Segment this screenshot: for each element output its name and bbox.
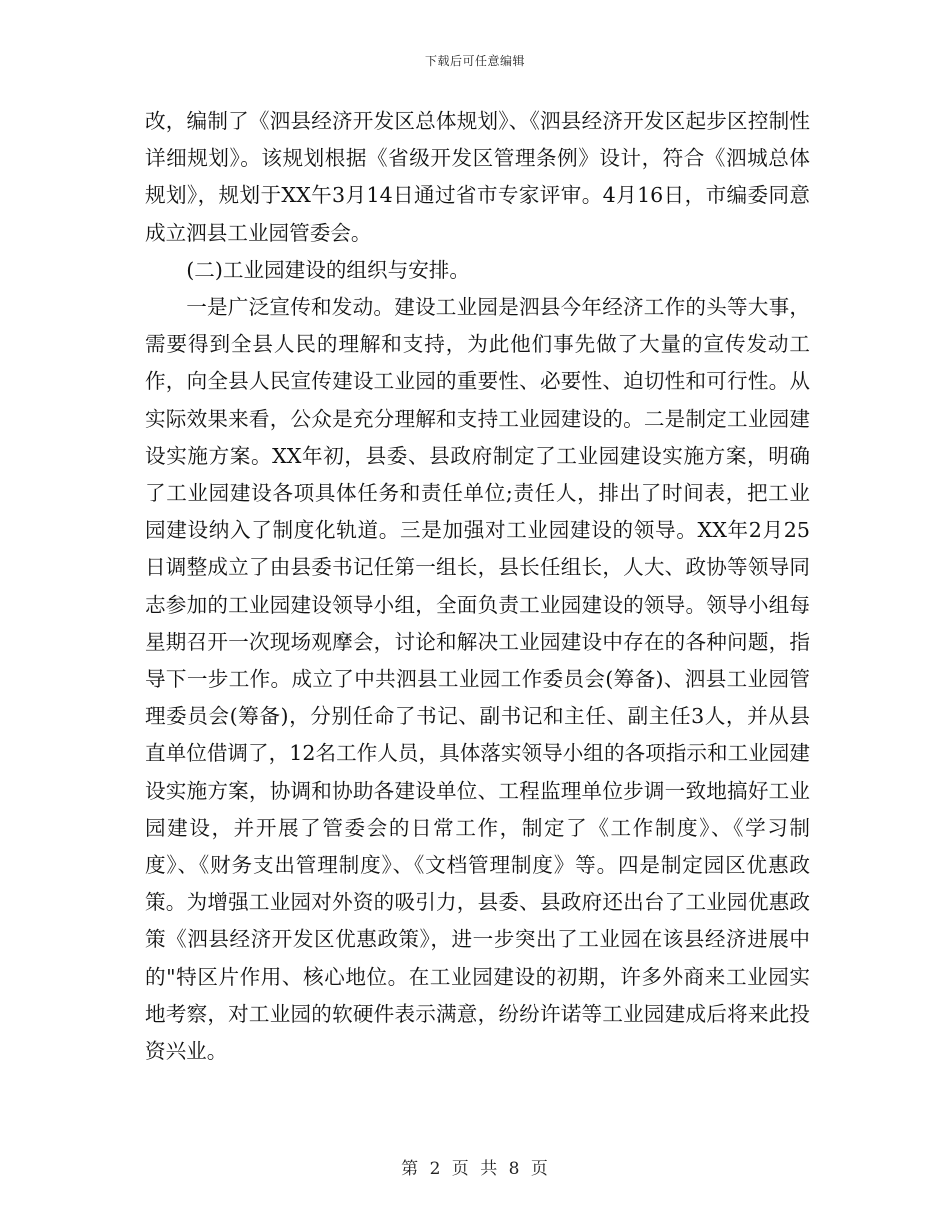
- paragraph-continuation: 改，编制了《泗县经济开发区总体规划》、《泗县经济开发区起步区控制性详细规划》。该规划根据《省级开发区管理条例》设计，符合《泗城总体规划》，规划于XX午3月14日通过省市专家评审。4月16日，市编委同意成立泗县工业园管委会。: [145, 109, 810, 245]
- page-header-note: 下载后可任意编辑: [424, 54, 525, 68]
- section-heading: (二)工业园建设的组织与安排。: [186, 257, 470, 282]
- document-body: [145, 103, 810, 1070]
- page-number: 第 2 页 共 8 页: [401, 1159, 549, 1179]
- paragraph-main: 一是广泛宣传和发动。建设工业园是泗县今年经济工作的头等大事，需要得到全县人民的理解和支持，为此他们事先做了大量的宣传发动工作，向全县人民宣传建设工业园的重要性、必要性、迫切性和可行性。从实际效果来看，公众是充分理解和支持工业园建设的。二是制定工业园建设实施方案。XX年初，县委、县政府制定了工业园建设实施方案，明确了工业园建设各项具体任务和责任单位;责任人，排出了时间表，把工业园建设纳入了制度化轨道。三是加强对工业园建设的领导。XX年2月25日调整成立了由县委书记任第一组长，县长任组长，人大、政协等领导同志参加的工业园建设领导小组，全面负责工业园建设的领导。领导小组每星期召开一次现场观摩会，讨论和解决工业园建设中存在的各种问题，指导下一步工作。成立了中共泗县工业园工作委员会(筹备)、泗县工业园管理委员会(筹备)，分别任命了书记、副书记和主任、副主任3人，并从县直单位借调了，12名工作人员，具体落实领导小组的各项指示和工业园建设实施方案，协调和协助各建设单位、工程监理单位步调一致地搞好工业园建设，并开展了管委会的日常工作，制定了《工作制度》、《学习制度》、《财务支出管理制度》、《文档管理制度》等。四是制定园区优惠政策。为增强工业园对外资的吸引力，县委、县政府还出台了工业园优惠政策《泗县经济开发区优惠政策》，进一步突出了工业园在该县经济进展中的"特区片作用、核心地位。在工业园建设的初期，许多外商来工业园实地考察，对工业园的软硬件表示满意，纷纷许诺等工业园建成后将来此投资兴业。: [145, 295, 810, 1064]
